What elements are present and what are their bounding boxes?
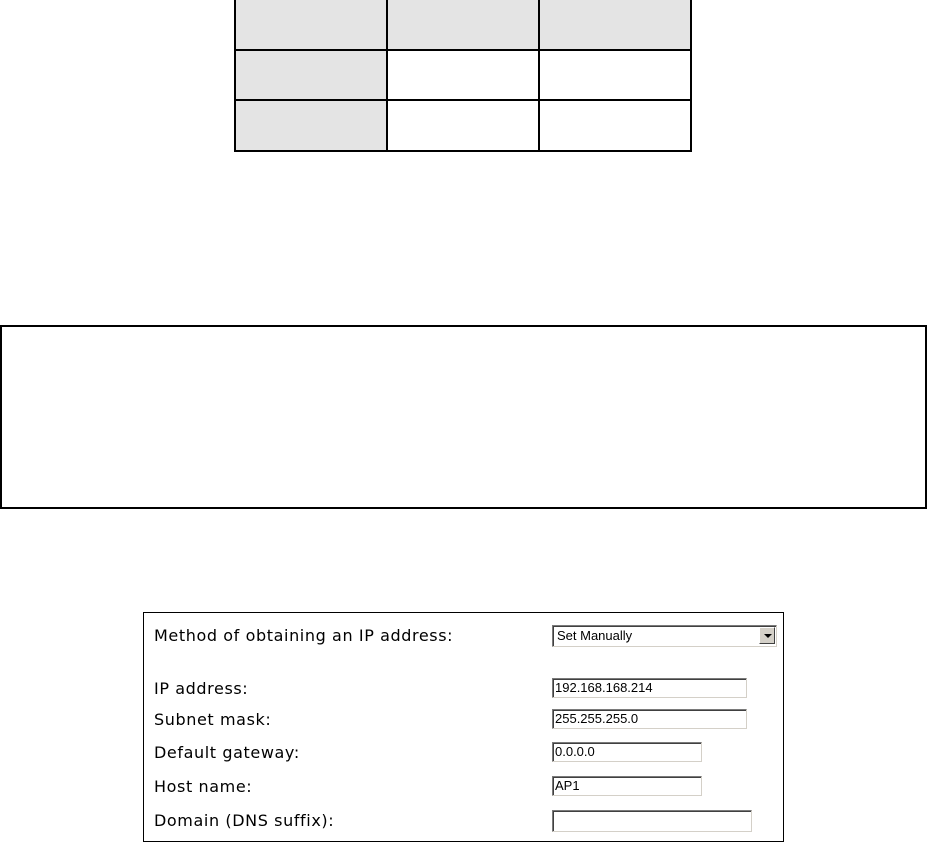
subnet-mask-label: Subnet mask: — [154, 710, 272, 729]
host-name-row — [144, 775, 783, 801]
table-cell — [235, 0, 387, 50]
empty-note-box — [0, 325, 927, 509]
default-gateway-row — [144, 741, 783, 767]
table-cell — [387, 50, 539, 101]
ip-address-row — [144, 677, 783, 703]
default-gateway-input[interactable]: 0.0.0.0 — [552, 742, 702, 762]
table-cell — [539, 0, 691, 50]
ip-settings-panel — [143, 612, 784, 842]
table-cell — [235, 100, 387, 151]
chevron-down-icon[interactable] — [759, 627, 775, 644]
table-cell — [235, 50, 387, 101]
host-name-input[interactable]: AP1 — [552, 776, 702, 796]
table-row — [235, 100, 691, 151]
domain-suffix-input[interactable] — [552, 810, 752, 832]
table-header-row — [235, 0, 691, 50]
table-cell — [539, 100, 691, 151]
ip-address-input[interactable]: 192.168.168.214 — [552, 678, 747, 698]
subnet-mask-row — [144, 708, 783, 734]
table-row — [235, 50, 691, 101]
ip-method-selected-value: Set Manually — [557, 628, 633, 643]
subnet-mask-input[interactable]: 255.255.255.0 — [552, 709, 747, 729]
empty-grid-table — [234, 0, 692, 152]
domain-suffix-label: Domain (DNS suffix): — [154, 811, 335, 830]
default-gateway-label: Default gateway: — [154, 743, 300, 762]
ip-method-select[interactable] — [552, 625, 777, 647]
table-cell — [387, 100, 539, 151]
table-cell — [539, 50, 691, 101]
ip-method-label: Method of obtaining an IP address: — [154, 626, 454, 645]
domain-suffix-row — [144, 809, 783, 835]
ip-address-label: IP address: — [154, 679, 249, 698]
host-name-label: Host name: — [154, 777, 253, 796]
table-cell — [387, 0, 539, 50]
